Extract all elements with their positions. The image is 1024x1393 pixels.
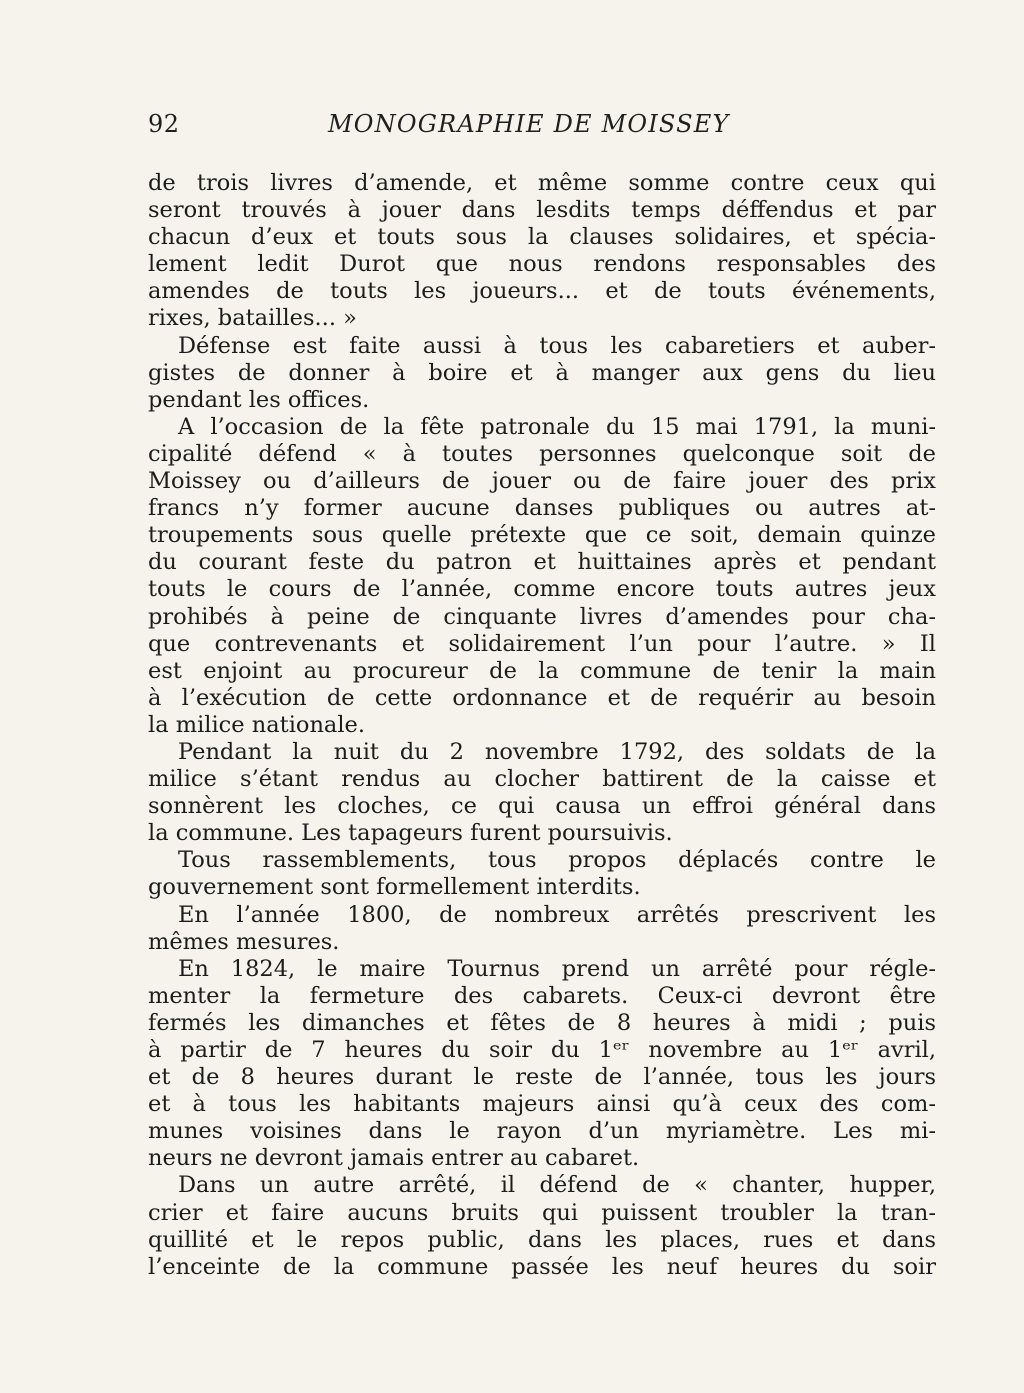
text-line: neurs ne devront jamais entrer au cabaret. xyxy=(148,1145,640,1172)
running-head xyxy=(148,110,938,144)
text-line: sonnèrent les cloches, ce qui causa un effroi général dans xyxy=(148,793,936,820)
text-line: troupements sous quelle prétexte que ce soit, demain quinze xyxy=(148,522,936,549)
text-line: rixes, batailles... » xyxy=(148,305,357,332)
text-line: gouvernement sont formellement interdits. xyxy=(148,874,641,901)
text-line: lement ledit Durot que nous rendons responsables des xyxy=(148,251,936,278)
text-line: Tous rassemblements, tous propos déplacés contre le xyxy=(178,847,936,874)
text-line: francs n’y former aucune danses publiques ou autres at- xyxy=(148,495,936,522)
text-line: touts le cours de l’année, comme encore touts autres jeux xyxy=(148,576,936,603)
text-line: amendes de touts les joueurs... et de touts événements, xyxy=(148,278,936,305)
text-line: En 1824, le maire Tournus prend un arrêté pour régle- xyxy=(178,955,936,982)
text-line: de trois livres d’amende, et même somme contre ceux qui xyxy=(148,170,936,196)
text-line: quillité et le repos public, dans les places, rues et dans xyxy=(148,1226,936,1253)
text-line: et à tous les habitants majeurs ainsi qu’à ceux des com- xyxy=(148,1091,936,1118)
text-line: à partir de 7 heures du soir du 1ᵉʳ novembre au 1ᵉʳ avril, xyxy=(148,1037,936,1063)
text-line: la milice nationale. xyxy=(148,711,366,738)
text-line: Moissey ou d’ailleurs de jouer ou de faire jouer des prix xyxy=(148,468,936,495)
text-line: du courant feste du patron et huittaines après et pendant xyxy=(148,549,936,576)
text-line: et de 8 heures durant le reste de l’année, tous les jours xyxy=(148,1064,936,1091)
text-line: menter la fermeture des cabarets. Ceux-ci devront être xyxy=(148,982,936,1009)
text-line: pendant les offices. xyxy=(148,386,370,413)
page-number: 92 xyxy=(148,110,180,138)
running-title: MONOGRAPHIE DE MOISSEY xyxy=(328,110,730,138)
text-line: munes voisines dans le rayon d’un myriamètre. Les mi- xyxy=(148,1118,936,1145)
text-line: fermés les dimanches et fêtes de 8 heures à midi ; puis xyxy=(148,1009,936,1036)
text-line: est enjoint au procureur de la commune de tenir la main xyxy=(148,657,936,684)
text-line: à l’exécution de cette ordonnance et de requérir au besoin xyxy=(148,684,936,711)
text-line: Dans un autre arrêté, il défend de « chanter, hupper, xyxy=(178,1172,936,1199)
text-line: En l’année 1800, de nombreux arrêtés prescrivent les xyxy=(178,901,936,928)
text-line: mêmes mesures. xyxy=(148,928,340,955)
text-line: l’enceinte de la commune passée les neuf heures du soir xyxy=(148,1253,936,1280)
text-line: seront trouvés à jouer dans lesdits temps déffendus et par xyxy=(148,197,936,224)
text-line: Pendant la nuit du 2 novembre 1792, des soldats de la xyxy=(178,738,936,765)
text-line: cipalité défend « à toutes personnes quelconque soit de xyxy=(148,440,936,467)
text-line: A l’occasion de la fête patronale du 15 mai 1791, la muni- xyxy=(178,413,936,440)
body-text xyxy=(148,170,936,1281)
text-line: que contrevenants et solidairement l’un pour l’autre. » Il xyxy=(148,630,936,657)
text-line: chacun d’eux et touts sous la clauses solidaires, et spécia- xyxy=(148,224,936,251)
text-line: crier et faire aucuns bruits qui puissent troubler la tran- xyxy=(148,1199,936,1226)
text-line: milice s’étant rendus au clocher battirent de la caisse et xyxy=(148,766,936,793)
text-line: prohibés à peine de cinquante livres d’amendes pour cha- xyxy=(148,603,936,630)
text-line: la commune. Les tapageurs furent poursuivis. xyxy=(148,820,673,847)
text-line: Défense est faite aussi à tous les cabaretiers et auber- xyxy=(178,332,936,359)
text-line: gistes de donner à boire et à manger aux gens du lieu xyxy=(148,359,936,386)
